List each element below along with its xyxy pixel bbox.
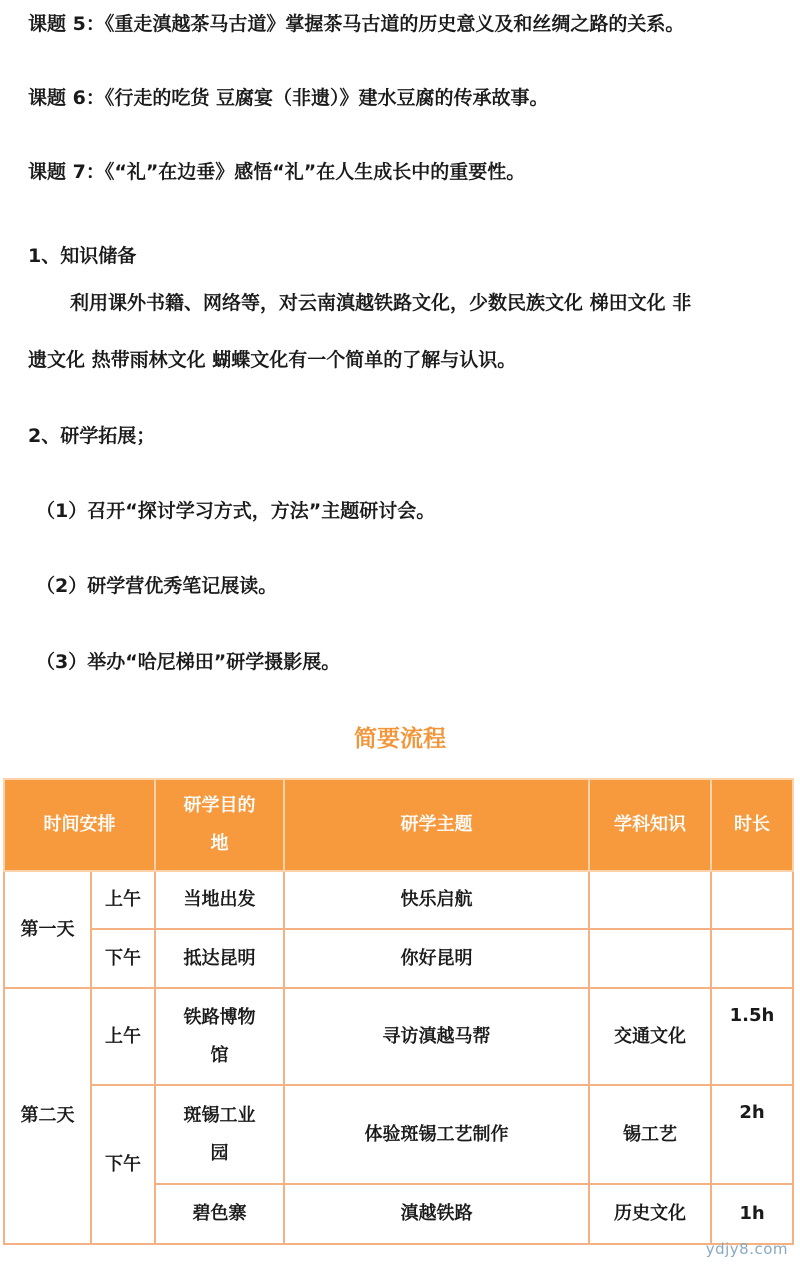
day1-label: 第一天 [4, 871, 91, 988]
extension-item-2: （2）研学营优秀笔记展读。 [36, 575, 278, 597]
header-duration: 时长 [711, 779, 793, 871]
table-row [4, 871, 793, 929]
day1-am-theme: 快乐启航 [284, 871, 589, 929]
day2-pm-duration-2: 1h [711, 1184, 793, 1244]
extension-heading: 2、研学拓展； [28, 425, 156, 447]
day2-pm-place-1 [155, 1085, 284, 1184]
day1-am-period: 上午 [91, 871, 155, 929]
flow-title: 简要流程 [354, 726, 446, 752]
day2-pm-subject-2: 历史文化 [589, 1184, 711, 1244]
topic-7: 课题 7：《“礼”在边垂》感悟“礼”在人生成长中的重要性。 [28, 161, 526, 183]
watermark: ydjy8.com [705, 1240, 788, 1258]
header-time: 时间安排 [4, 779, 155, 871]
day2-label: 第二天 [4, 988, 91, 1244]
day2-am-theme: 寻访滇越马帮 [284, 988, 589, 1085]
day2-am-place-line-2: 馆 [210, 1044, 229, 1066]
header-destination-line-1: 研学目的 [183, 795, 256, 816]
knowledge-text-line-2: 遗文化 热带雨林文化 蝴蝶文化有一个简单的了解与认识。 [28, 349, 517, 371]
topic-6: 课题 6：《行走的吃货 豆腐宴（非遗）》建水豆腐的传承故事。 [28, 87, 549, 109]
table-row [4, 929, 793, 988]
day2-pm-subject-1: 锡工艺 [589, 1085, 711, 1184]
day1-pm-place: 抵达昆明 [155, 929, 284, 988]
day2-am-duration: 1.5h [711, 988, 793, 1085]
day2-pm-duration-1: 2h [711, 1085, 793, 1184]
knowledge-text-line-1: 利用课外书籍、网络等，对云南滇越铁路文化，少数民族文化 梯田文化 非 [70, 292, 692, 314]
day2-pm-theme-1: 体验斑锡工艺制作 [284, 1085, 589, 1184]
day2-pm-place-1-line-1: 斑锡工业 [183, 1104, 256, 1126]
topic-5: 课题 5：《重走滇越茶马古道》掌握茶马古道的历史意义及和丝绸之路的关系。 [28, 13, 685, 35]
table-header-row [4, 779, 793, 871]
schedule-table [3, 778, 794, 1245]
day1-am-subject [589, 871, 711, 929]
header-destination [155, 779, 284, 871]
header-theme: 研学主题 [284, 779, 589, 871]
day1-pm-period: 下午 [91, 929, 155, 988]
extension-item-1: （1）召开“探讨学习方式，方法”主题研讨会。 [36, 500, 436, 522]
knowledge-heading: 1、知识储备 [28, 245, 137, 267]
day2-pm-place-1-line-2: 园 [210, 1142, 229, 1164]
table-row [4, 988, 793, 1085]
header-destination-line-2: 地 [210, 833, 229, 854]
day2-pm-period: 下午 [91, 1085, 155, 1244]
day2-am-place-line-1: 铁路博物 [183, 1006, 256, 1028]
day2-am-subject: 交通文化 [589, 988, 711, 1085]
day2-am-period: 上午 [91, 988, 155, 1085]
day1-am-place: 当地出发 [155, 871, 284, 929]
header-subject: 学科知识 [589, 779, 711, 871]
day1-pm-subject [589, 929, 711, 988]
day1-am-duration [711, 871, 793, 929]
table-row [4, 1085, 793, 1184]
day2-am-place [155, 988, 284, 1085]
day2-pm-theme-2: 滇越铁路 [284, 1184, 589, 1244]
day1-pm-theme: 你好昆明 [284, 929, 589, 988]
day1-pm-duration [711, 929, 793, 988]
extension-item-3: （3）举办“哈尼梯田”研学摄影展。 [36, 651, 341, 673]
day2-pm-place-2: 碧色寨 [155, 1184, 284, 1244]
